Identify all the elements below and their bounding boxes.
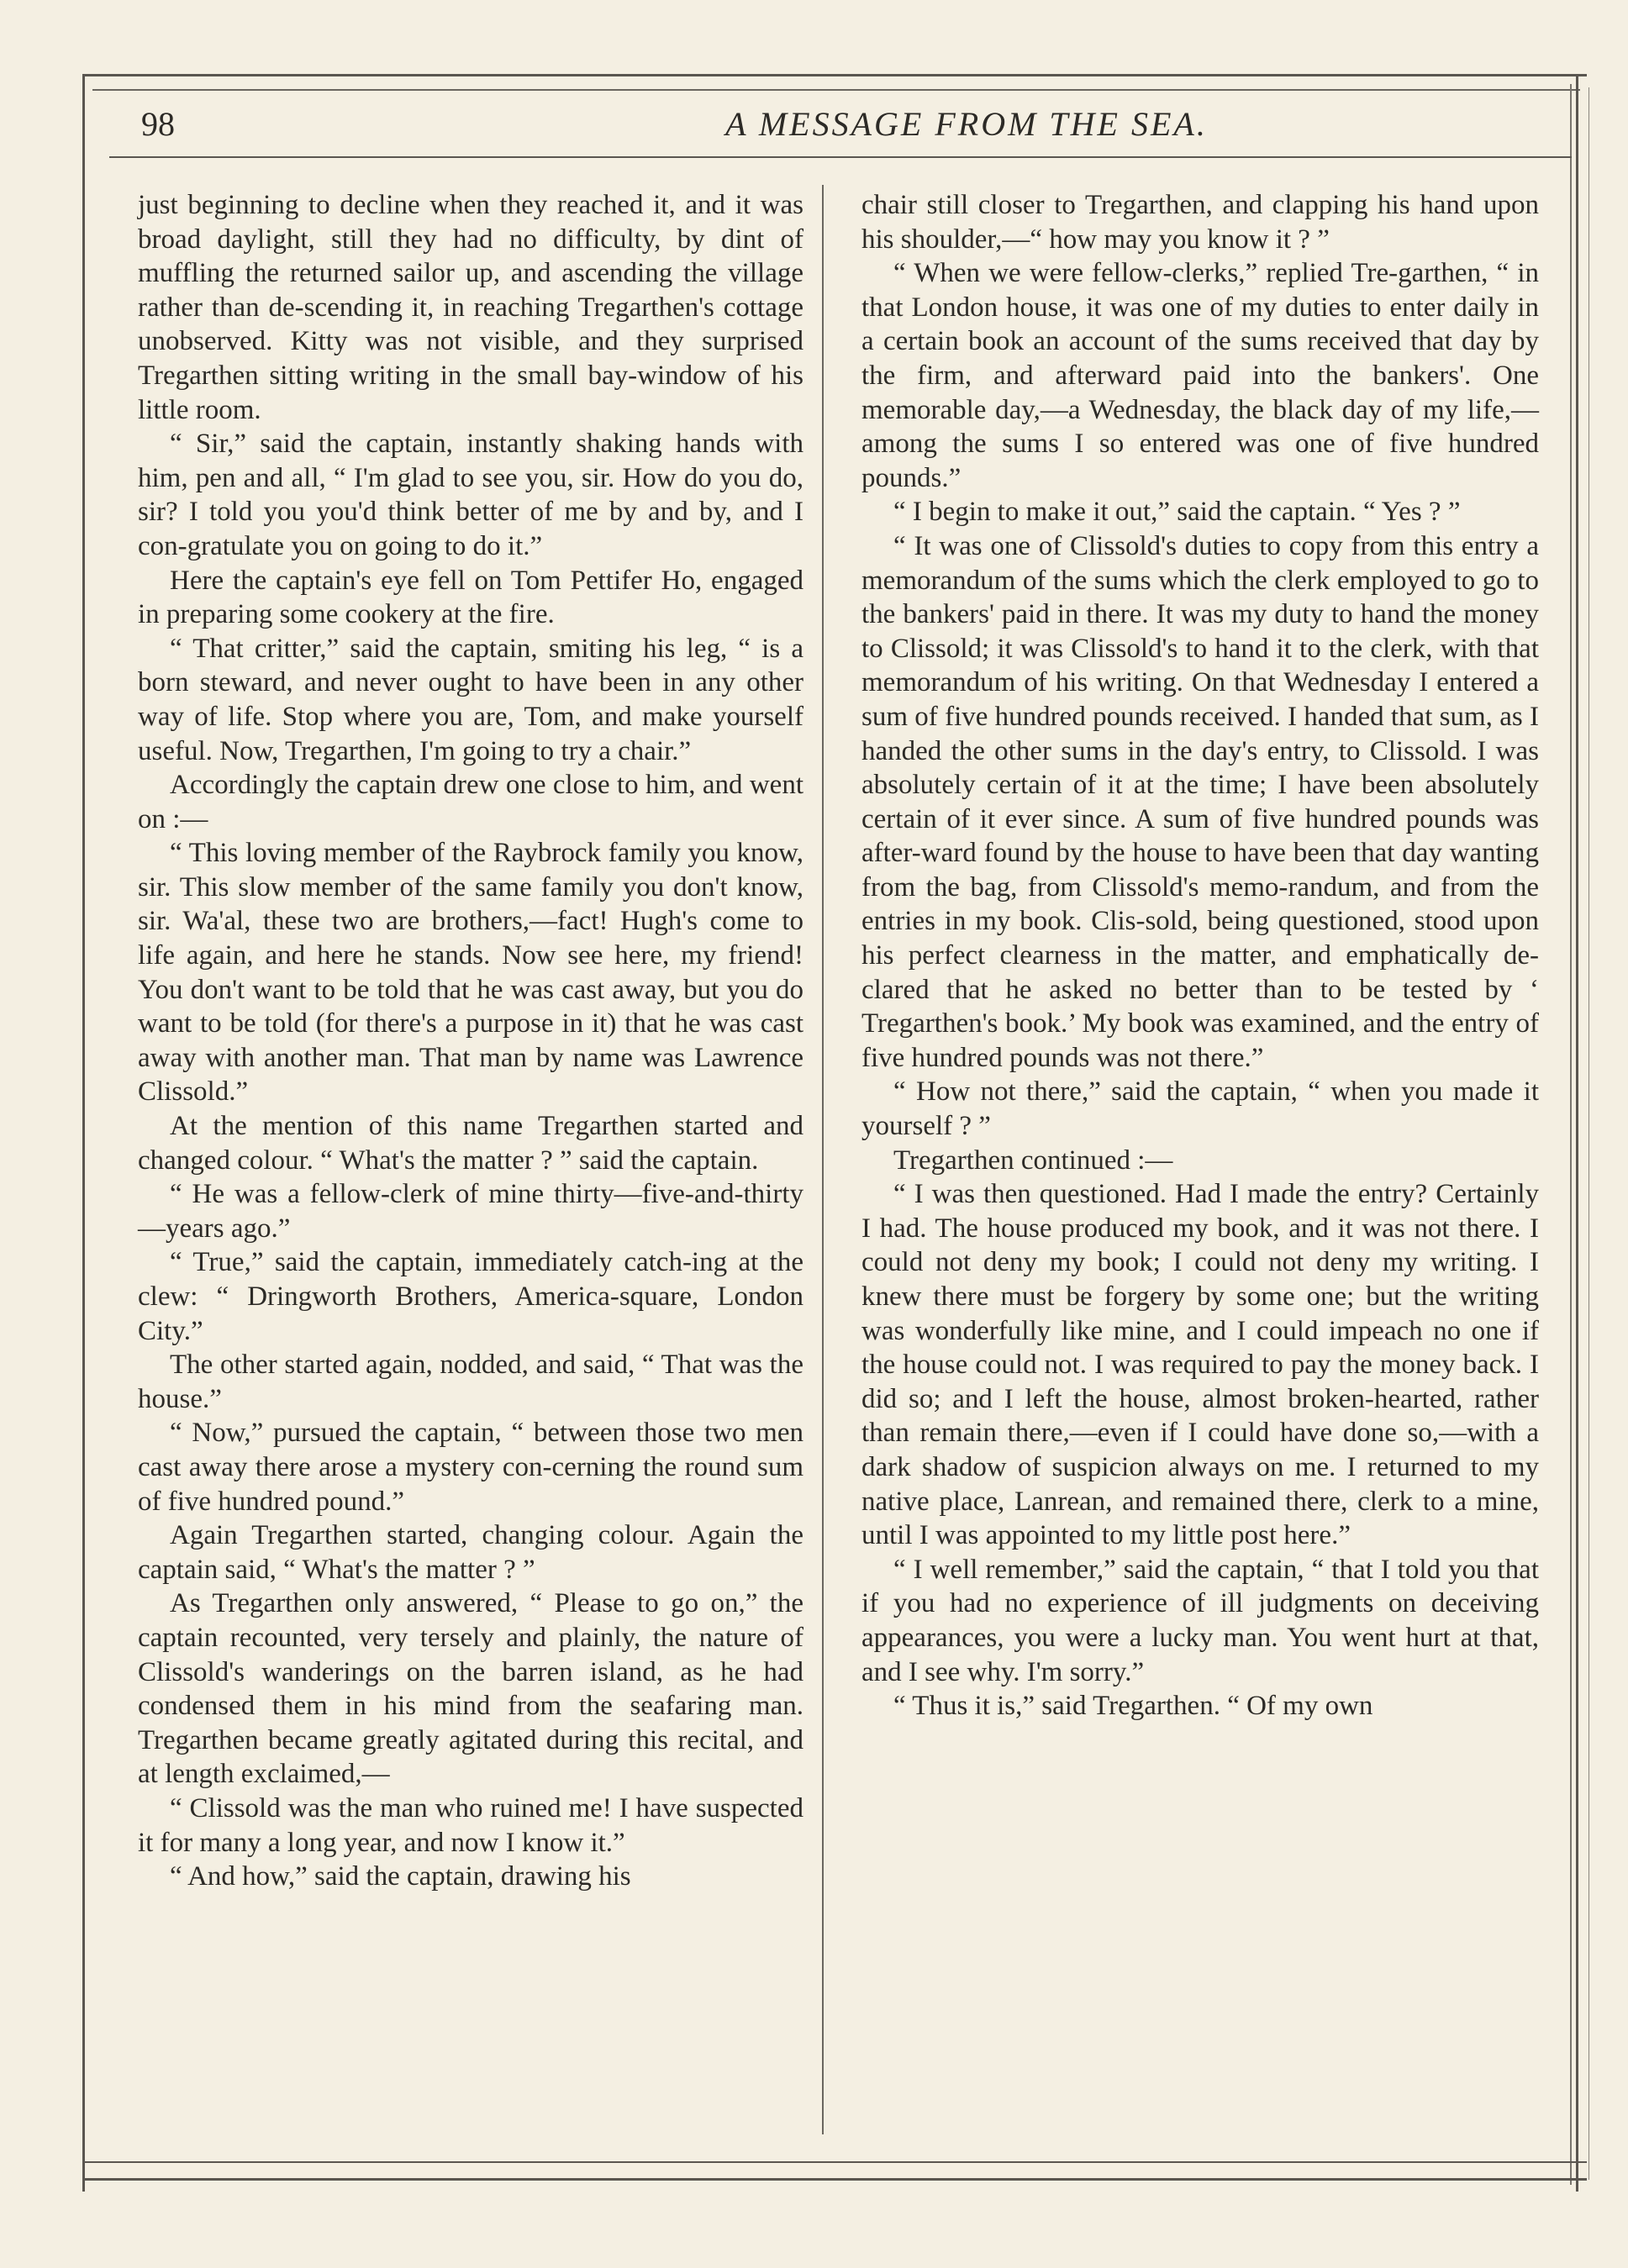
paragraph: Tregarthen continued :— [893,1145,1173,1176]
paragraph: just beginning to decline when they reached it, and it was broad daylight, still they had no difficulty, by dint of muffling the returned sailor up, and ascending the village rather than de-scending it, in reaching Tregarthen's cottage unobserved. Kitty was not visible, and they surprised Tregarthen sitting writing in the small bay-window of his little room. [138,190,803,425]
paragraph: “ Thus it is,” said Tregarthen. “ Of my own [893,1691,1373,1722]
page-number: 98 [141,105,175,143]
paragraph: Here the captain's eye fell on Tom Pettifer Ho, engaged in preparing some cookery at the fire. [138,565,803,630]
right-edge-line-outer [1588,87,1589,2180]
paragraph: “ Clissold was the man who ruined me! I have suspected it for many a long year, and now I know it.” [138,1792,803,1858]
paragraph: “ True,” said the captain, immediately catch-ing at the clew: “ Dringworth Brothers, America-square, London City.” [138,1247,803,1346]
paragraph: “ I well remember,” said the captain, “ that I told you that if you had no experience of ill judgments on deceiving appearances, you were a lucky man. You went hurt at that, and I see why. I'm sorry.” [861,1554,1539,1687]
right-column [861,188,1539,1723]
bottom-rule-outer [82,2178,1587,2181]
header-rule [109,156,1572,158]
paragraph: The other started again, nodded, and said, “ That was the house.” [138,1350,803,1414]
paragraph: “ I was then questioned. Had I made the entry? Certainly I had. The house produced my book, and it was not there. I could not deny my book; I could not deny my writing. I knew there must be forgery by some one; but the writing was wonderfully like mine, and I could impeach no one if the house could not. I was required to pay the money back. I did so; and I left the house, almost broken-hearted, rather than remain there,—even if I could have done so,—with a dark shadow of suspicion always on me. I returned to my native place, Lanrean, and remained there, clerk to a mine, until I was appointed to my little post here.” [861,1179,1539,1551]
paragraph: “ And how,” said the captain, drawing his [170,1861,631,1892]
paragraph: “ I begin to make it out,” said the captain. “ Yes ? ” [893,497,1461,528]
paragraph: “ Sir,” said the captain, instantly shaking hands with him, pen and all, “ I'm glad to see you, sir. How do you do, sir? I told you you'd think better of me by and by, and I con-gratulate you on going to do it.” [138,429,803,561]
paragraph: Accordingly the captain drew one close to him, and went on :— [138,770,803,834]
paragraph: “ He was a fellow-clerk of mine thirty—five-and-thirty—years ago.” [138,1179,803,1244]
bottom-rule-inner [82,2161,1587,2163]
paragraph: “ When we were fellow-clerks,” replied Tre-garthen, “ in that London house, it was one of my duties to enter daily in a certain book an account of the sums received that day by the firm, and afterward paid into the bankers'. One memorable day,—a Wednesday, the black day of my life,—among the sums I so entered was one of five hundred pounds.” [861,258,1539,493]
paragraph: “ Now,” pursued the captain, “ between those two men cast away there arose a mystery con-cerning the round sum of five hundred pound.” [138,1418,803,1517]
running-title: A MESSAGE FROM THE SEA. [725,105,1208,143]
paragraph: “ How not there,” said the captain, “ when you made it yourself ? ” [861,1076,1539,1142]
paragraph: chair still closer to Tregarthen, and clapping his hand upon his shoulder,—“ how may you know it ? ” [861,190,1539,255]
paragraph: “ This loving member of the Raybrock family you know, sir. This slow member of the same family you don't know, sir. Wa'al, these two are brothers,—fact! Hugh's come to life again, and here he stands. Now see here, my friend! You don't want to be told that he was cast away, but you do want to be told (for there's a purpose in it) that he was cast away with another man. That man by name was Lawrence Clissold.” [138,838,803,1108]
paragraph: As Tregarthen only answered, “ Please to go on,” the captain recounted, very tersely and plainly, the nature of Clissold's wanderings on the barren island, as he had condensed them in his mind from the seafaring man. Tregarthen became greatly agitated during this recital, and at length exclaimed,— [138,1588,803,1790]
paragraph: At the mention of this name Tregarthen started and changed colour. “ What's the matter ? ” said the captain. [138,1111,803,1176]
left-column [138,188,803,1894]
column-divider [822,185,824,2134]
right-edge-line [1570,84,1572,2185]
paragraph: “ It was one of Clissold's duties to copy from this entry a memorandum of the sums which the clerk employed to go to the bankers' paid in there. It was my duty to hand the money to Clissold; it was Clissold's to hand it to the clerk, with that memorandum of his writing. On that Wednesday I entered a sum of five hundred pounds received. I handed that sum, as I handed the other sums in the day's entry, to Clissold. I was absolutely certain of it at the time; I have been absolutely certain of it ever since. A sum of five hundred pounds was after-ward found by the house to have been that day wanting from the bag, from Clissold's memo-randum, and from the entries in my book. Clis-sold, being questioned, stood upon his perfect clearness in the matter, and emphatically de-clared that he asked no better than to be tested by ‘ Tregarthen's book.’ My book was examined, and the entry of five hundred pounds was not there.” [861,530,1539,1073]
paragraph: “ That critter,” said the captain, smiting his leg, “ is a born steward, and never ought to have been in any other way of life. Stop where you are, Tom, and make yourself useful. Now, Tregarthen, I'm going to try a chair.” [138,633,803,766]
paragraph: Again Tregarthen started, changing colour. Again the captain said, “ What's the matter ? ” [138,1520,803,1585]
